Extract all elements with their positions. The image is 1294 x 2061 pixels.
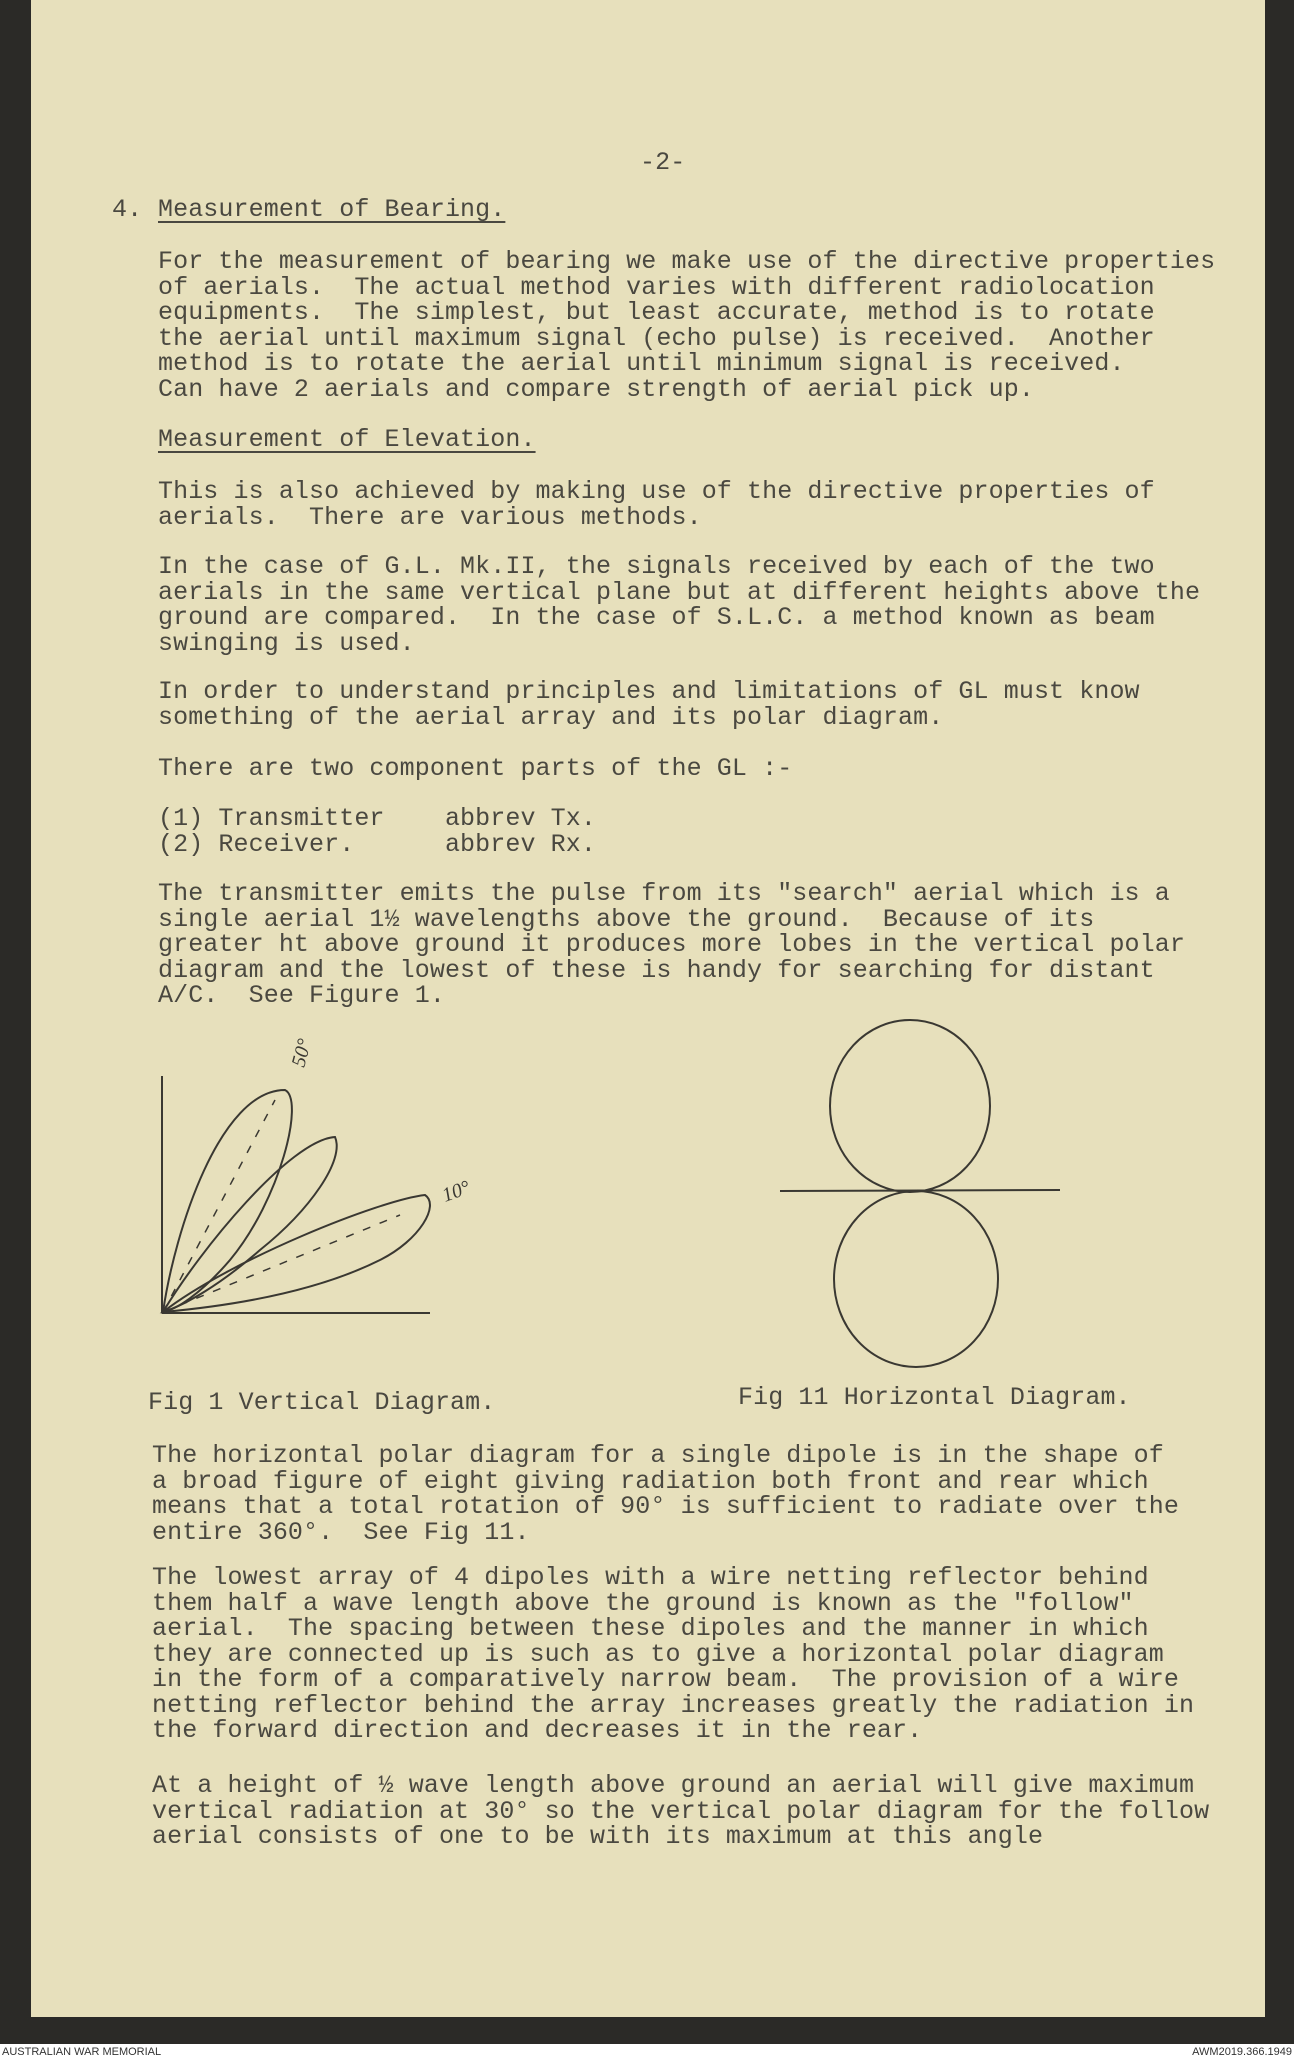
paragraph: In order to understand principles and limitations of GL must know something of the aerial array and its polar diagram. xyxy=(158,677,1140,732)
angle-label-10: 10° xyxy=(439,1176,474,1207)
dipole-axis xyxy=(780,1190,1060,1191)
heading-bearing: Measurement of Bearing. xyxy=(158,195,506,224)
fig1-caption: Fig 1 Vertical Diagram. xyxy=(148,1388,496,1417)
lobe-50 xyxy=(163,1090,292,1312)
paragraph-bearing: For the measurement of bearing we make use of the directive properties of aerials. The actual method varies with different radiolocation equipments. The simplest, but least accurate, method is to rotate the aerial until maximum signal (echo pulse) is received. Another method is to rotate the aerial until minimum signal is received. Can have 2 aerials and compare strength of aerial pick up. xyxy=(158,247,1216,404)
paragraph: The lowest array of 4 dipoles with a wire netting reflector behind them half a wave length above the ground is known as the "follow" aerial. The spacing between these dipoles and the manner in which they are connected up is such as to give a horizontal polar diagram in the form of a comparatively narrow beam. The provision of a wire netting reflector behind the array increases greatly the radiation in the forward direction and decreases it in the rear. xyxy=(152,1563,1195,1745)
footer-accession-number: AWM2019.366.1949 xyxy=(1192,2046,1292,2058)
paragraph: There are two component parts of the GL :- xyxy=(158,754,793,783)
horizontal-polar-diagram xyxy=(780,1020,1060,1367)
fig2-caption: Fig 11 Horizontal Diagram. xyxy=(738,1383,1131,1412)
upper-lobe xyxy=(830,1020,990,1192)
page-number: -2- xyxy=(640,148,686,177)
footer-institution: AUSTRALIAN WAR MEMORIAL xyxy=(2,2046,162,2058)
paragraph: This is also achieved by making use of the directive properties of aerials. There are various methods. xyxy=(158,477,1155,532)
paragraph: At a height of ½ wave length above ground an aerial will give maximum vertical radiation at 30° so the vertical polar diagram for the follow aerial consists of one to be with its maximum at this angle xyxy=(152,1771,1210,1851)
lower-lobe xyxy=(834,1191,998,1367)
section-number: 4. xyxy=(112,195,143,224)
heading-elevation: Measurement of Elevation. xyxy=(158,425,536,454)
archive-footer xyxy=(0,2044,1294,2061)
paragraph: The transmitter emits the pulse from its "search" aerial which is a single aerial 1½ wavelengths above the ground. Because of its greater ht above ground it produces more lobes in the vertical polar diagram and the lowest of these is handy for searching for distant A/C. See Figure 1. xyxy=(158,879,1185,1010)
angle-label-50: 50° xyxy=(287,1036,317,1070)
vertical-polar-diagram xyxy=(162,1076,430,1313)
paragraph: The horizontal polar diagram for a single dipole is in the shape of a broad figure of eight giving radiation both front and rear which means that a total rotation of 90° is sufficient to radiate over the entire 360°. See Fig 11. xyxy=(152,1441,1179,1547)
paragraph: In the case of G.L. Mk.II, the signals received by each of the two aerials in the same vertical plane but at different heights above the ground are compared. In the case of S.L.C. a method known as beam swinging is used. xyxy=(158,552,1201,658)
component-list: (1) Transmitter abbrev Tx. (2) Receiver. abbrev Rx. xyxy=(158,804,596,859)
